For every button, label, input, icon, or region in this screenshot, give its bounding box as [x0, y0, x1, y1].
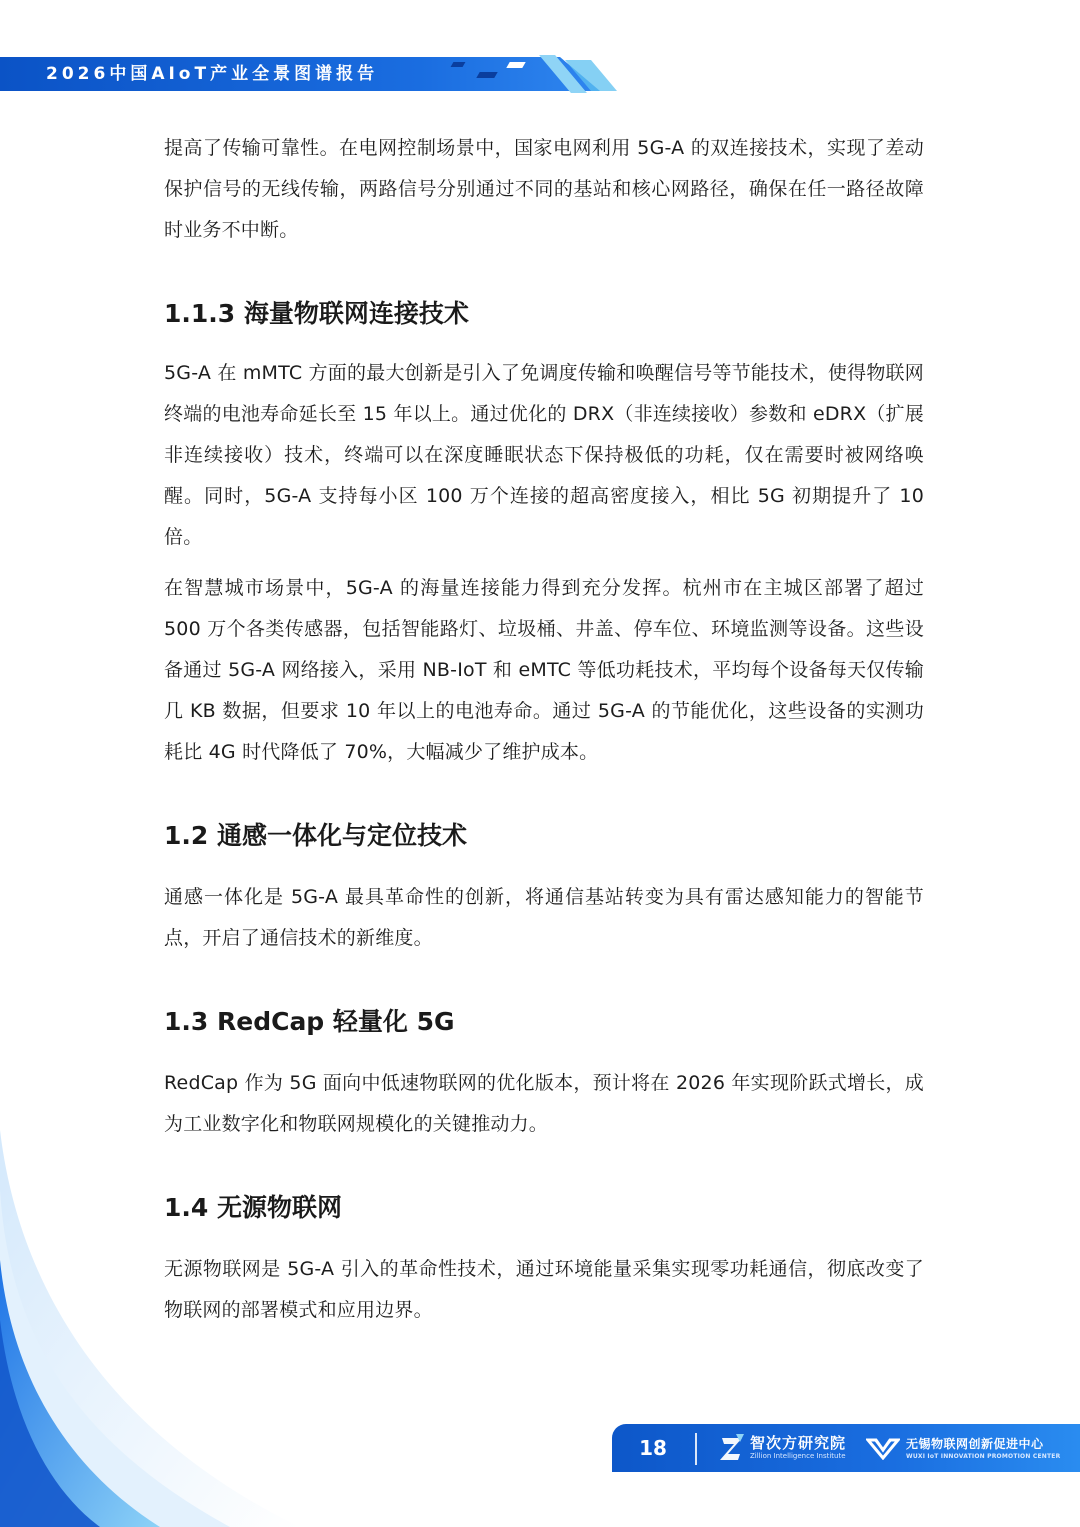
logo-subtitle-zillion: Zillion Intelligence Institute: [750, 1452, 846, 1460]
paragraph-intro: 提高了传输可靠性。在电网控制场景中，国家电网利用 5G-A 的双连接技术，实现了差动保护信号的无线传输，两路信号分别通过不同的基站和核心网路径，确保在任一路径故障时业务不中断。: [164, 137, 924, 241]
heading-1-1-3: 1.1.3 海量物联网连接技术: [164, 299, 469, 328]
page-content: [164, 128, 924, 1331]
logo-subtitle-wuxi: WUXI IoT INNOVATION PROMOTION CENTER: [906, 1453, 1061, 1460]
heading-1-4: 1.4 无源物联网: [164, 1193, 342, 1222]
logo-name-zillion: 智次方研究院: [750, 1434, 847, 1452]
paragraph-1-3: RedCap 作为 5G 面向中低速物联网的优化版本，预计将在 2026 年实现阶跃式增长，成为工业数字化和物联网规模化的关键推动力。: [164, 1072, 924, 1135]
footer-divider: [695, 1433, 697, 1465]
page-number: 18: [639, 1436, 667, 1460]
paragraph-1-4: 无源物联网是 5G-A 引入的革命性技术，通过环境能量采集实现零功耗通信，彻底改变了物联网的部署模式和应用边界。: [164, 1258, 924, 1321]
header-decoration: [476, 72, 497, 78]
paragraph-1-1-3-b: 在智慧城市场景中，5G-A 的海量连接能力得到充分发挥。杭州市在主城区部署了超过 500 万个各类传感器，包括智能路灯、垃圾桶、井盖、停车位、环境监测等设备。这些设备通过 5G-A 网络接入，采用 NB-IoT 和 eMTC 等低功耗技术，平均每个设备每天仅传输几 KB 数据，但要求 10 年以上的电池寿命。通过 5G-A 的节能优化，这些设备的实测功耗比 4G 时代降低了 70%，大幅减少了维护成本。: [164, 577, 924, 763]
zillion-logo-icon: [718, 1432, 746, 1466]
logo-name-wuxi: 无锡物联网创新促进中心: [906, 1437, 1044, 1451]
heading-1-2: 1.2 通感一体化与定位技术: [164, 821, 467, 850]
paragraph-1-1-3-a: 5G-A 在 mMTC 方面的最大创新是引入了免调度传输和唤醒信号等节能技术，使得物联网终端的电池寿命延长至 15 年以上。通过优化的 DRX（非连续接收）参数和 eDRX（扩展非连续接收）技术，终端可以在深度睡眠状态下保持极低的功耗，仅在需要时被网络唤醒。同时，5G-A 支持每小区 100 万个连接的超高密度接入，相比 5G 初期提升了 10 倍。: [164, 362, 924, 548]
wuxi-logo-icon: [866, 1436, 900, 1460]
report-title: 2026中国AIoT产业全景图谱报告: [46, 64, 379, 84]
paragraph-1-2: 通感一体化是 5G-A 最具革命性的创新，将通信基站转变为具有雷达感知能力的智能节点，开启了通信技术的新维度。: [164, 886, 924, 949]
heading-1-3: 1.3 RedCap 轻量化 5G: [164, 1007, 455, 1036]
